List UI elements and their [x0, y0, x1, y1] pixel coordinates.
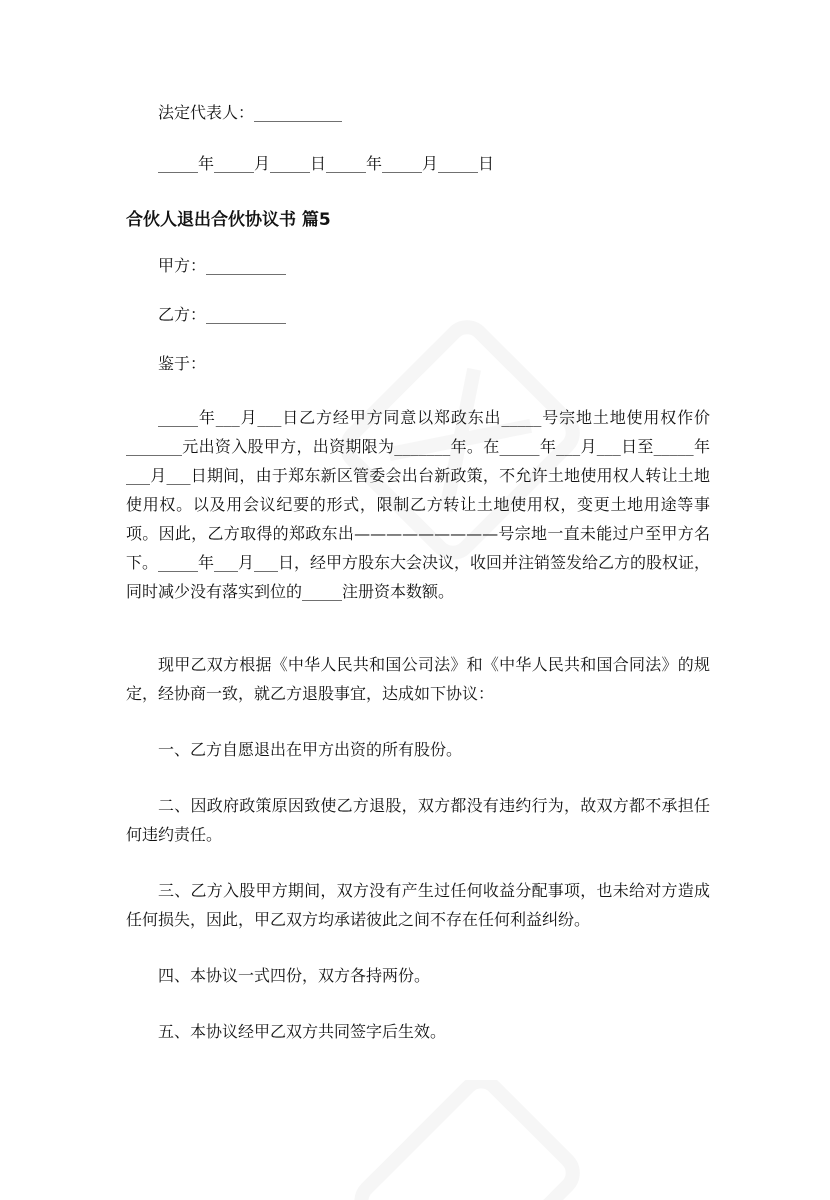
- whereas-heading: 鉴于：: [158, 354, 207, 373]
- clause-4: 四、本协议一式四份，双方各持两份。: [158, 966, 431, 985]
- clause-1: 一、乙方自愿退出在甲方出资的所有股份。: [158, 740, 463, 759]
- clause-2: 二、因政府政策原因致使乙方退股，双方都没有违约行为，故双方都不承担任何违约责任。: [126, 796, 710, 844]
- party-b-line: 乙方：__________: [158, 305, 287, 324]
- clause-5: 五、本协议经甲乙双方共同签字后生效。: [158, 1022, 447, 1041]
- watermark-graphic-bottom: [330, 1080, 590, 1200]
- background-paragraph: _____年___月___日乙方经甲方同意以郑政东出_____号宗地土地使用权作价_______元出资入股甲方，出资期限为_______年。在_____年___月___日至_____年___月___日期间，由于郑东新区管委会出台新政策，不允许土地使用权人转让土地使用权。以及用会议纪要的形式，限制乙方转让土地使用权，变更土地用途等事项。因此，乙方取得的郑政东出—————————号宗地一直未能过户至甲方名下。_____年___月___日，经甲方股东大会决议，收回并注销签发给乙方的股权证，同时减少没有落实到位的_____注册资本数额。: [126, 408, 711, 601]
- section-title: 合伙人退出合伙协议书 篇5: [126, 210, 331, 230]
- clause-3: 三、乙方入股甲方期间，双方没有产生过任何收益分配事项，也未给对方造成任何损失，因此，甲乙双方均承诺彼此之间不存在任何利益纠纷。: [126, 881, 710, 929]
- legal-basis-paragraph: 现甲乙双方根据《中华人民共和国公司法》和《中华人民共和国合同法》的规定，经协商一致，就乙方退股事宜，达成如下协议：: [126, 655, 710, 703]
- date-line: _____年_____月_____日_____年_____月_____日: [158, 154, 495, 173]
- party-a-line: 甲方：__________: [158, 256, 287, 275]
- legal-representative-line: 法定代表人：___________: [158, 103, 343, 122]
